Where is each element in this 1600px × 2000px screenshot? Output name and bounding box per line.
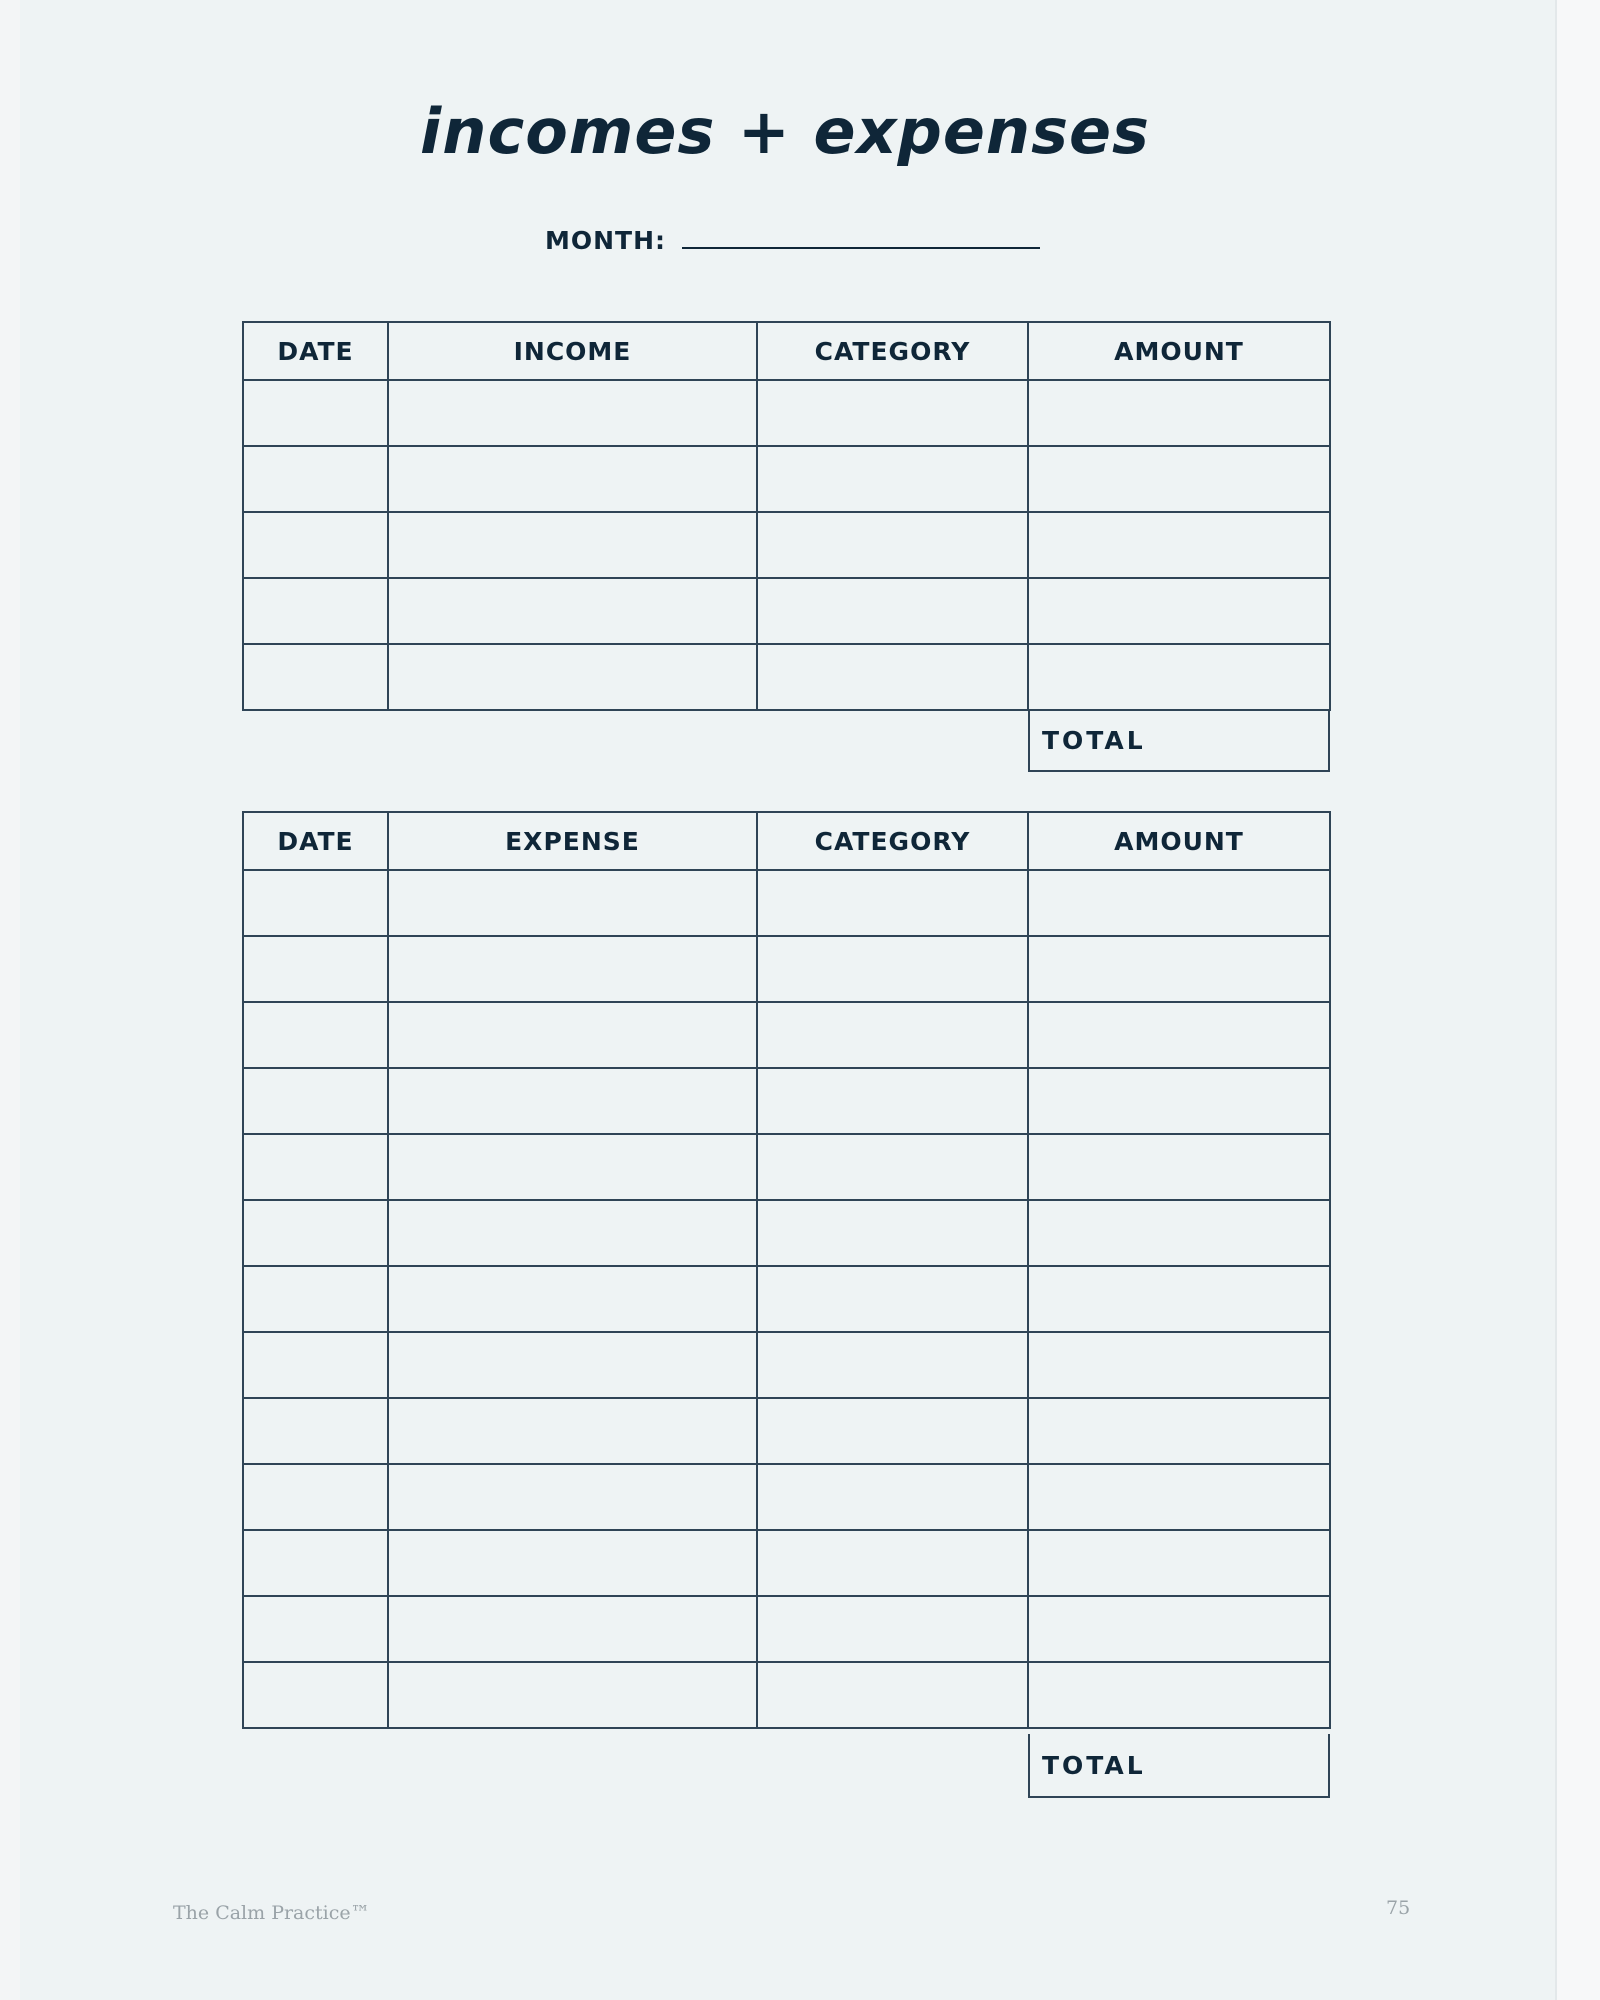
expense-row	[243, 936, 1330, 1002]
expense-description-cell	[388, 870, 757, 936]
expense-description-cell	[388, 1200, 757, 1266]
expense-description-cell	[388, 936, 757, 1002]
expense-category-cell	[757, 936, 1028, 1002]
expense-amount-cell	[1028, 1134, 1330, 1200]
expense-total-box	[1028, 1734, 1330, 1798]
expense-header-row	[243, 812, 1330, 870]
income-table	[242, 321, 1331, 711]
income-amount-cell	[1028, 578, 1330, 644]
expense-date-cell	[243, 1002, 388, 1068]
income-description-cell	[388, 380, 757, 446]
expense-description-cell	[388, 1002, 757, 1068]
expense-date-cell	[243, 1134, 388, 1200]
expense-total-label: TOTAL	[1042, 1750, 1146, 1780]
income-description-cell	[388, 578, 757, 644]
column-header-amount: AMOUNT	[1028, 812, 1330, 870]
expense-date-cell	[243, 1464, 388, 1530]
column-header-expense: EXPENSE	[388, 812, 757, 870]
column-header-category: CATEGORY	[757, 812, 1028, 870]
expense-description-cell	[388, 1398, 757, 1464]
expense-description-cell	[388, 1464, 757, 1530]
expense-category-cell	[757, 1068, 1028, 1134]
expense-description-cell	[388, 1530, 757, 1596]
page-edge	[1555, 0, 1600, 2000]
expense-amount-cell	[1028, 1200, 1330, 1266]
income-row	[243, 512, 1330, 578]
income-amount-cell	[1028, 512, 1330, 578]
page-title: incomes + expenses	[420, 95, 1150, 168]
expense-date-cell	[243, 1266, 388, 1332]
income-category-cell	[757, 380, 1028, 446]
expense-description-cell	[388, 1662, 757, 1728]
expense-table	[242, 811, 1331, 1729]
income-rows	[243, 380, 1330, 710]
income-category-cell	[757, 446, 1028, 512]
expense-row	[243, 1002, 1330, 1068]
income-amount-cell	[1028, 644, 1330, 710]
column-header-income: INCOME	[388, 322, 757, 380]
expense-row	[243, 1134, 1330, 1200]
expense-description-cell	[388, 1266, 757, 1332]
income-row	[243, 578, 1330, 644]
income-description-cell	[388, 512, 757, 578]
income-total-label: TOTAL	[1042, 726, 1146, 755]
expense-amount-cell	[1028, 1002, 1330, 1068]
expense-date-cell	[243, 1332, 388, 1398]
expense-date-cell	[243, 1596, 388, 1662]
expense-amount-cell	[1028, 1530, 1330, 1596]
column-header-date: DATE	[243, 322, 388, 380]
income-description-cell	[388, 446, 757, 512]
income-category-cell	[757, 578, 1028, 644]
expense-category-cell	[757, 1596, 1028, 1662]
expense-row	[243, 870, 1330, 936]
expense-description-cell	[388, 1068, 757, 1134]
expense-amount-cell	[1028, 1332, 1330, 1398]
expense-description-cell	[388, 1332, 757, 1398]
month-blank-line	[682, 247, 1040, 249]
expense-amount-cell	[1028, 1266, 1330, 1332]
expense-description-cell	[388, 1134, 757, 1200]
expense-row	[243, 1662, 1330, 1728]
income-category-cell	[757, 512, 1028, 578]
month-label: MONTH:	[545, 226, 667, 255]
income-category-cell	[757, 644, 1028, 710]
expense-amount-cell	[1028, 1068, 1330, 1134]
expense-category-cell	[757, 1266, 1028, 1332]
expense-description-cell	[388, 1596, 757, 1662]
expense-category-cell	[757, 870, 1028, 936]
expense-category-cell	[757, 1332, 1028, 1398]
expense-row	[243, 1068, 1330, 1134]
expense-amount-cell	[1028, 1596, 1330, 1662]
expense-row	[243, 1266, 1330, 1332]
income-row	[243, 380, 1330, 446]
income-amount-cell	[1028, 380, 1330, 446]
expense-date-cell	[243, 1662, 388, 1728]
expense-amount-cell	[1028, 1662, 1330, 1728]
income-description-cell	[388, 644, 757, 710]
income-row	[243, 644, 1330, 710]
column-header-category: CATEGORY	[757, 322, 1028, 380]
expense-date-cell	[243, 1200, 388, 1266]
column-header-date: DATE	[243, 812, 388, 870]
expense-row	[243, 1398, 1330, 1464]
expense-amount-cell	[1028, 870, 1330, 936]
expense-amount-cell	[1028, 1398, 1330, 1464]
expense-category-cell	[757, 1530, 1028, 1596]
month-field	[545, 226, 1040, 255]
expense-amount-cell	[1028, 936, 1330, 1002]
income-header-row	[243, 322, 1330, 380]
expense-row	[243, 1200, 1330, 1266]
income-amount-cell	[1028, 446, 1330, 512]
expense-date-cell	[243, 1068, 388, 1134]
expense-category-cell	[757, 1398, 1028, 1464]
expense-date-cell	[243, 870, 388, 936]
expense-category-cell	[757, 1662, 1028, 1728]
income-date-cell	[243, 512, 388, 578]
income-total-box	[1028, 711, 1330, 772]
expense-category-cell	[757, 1002, 1028, 1068]
income-date-cell	[243, 380, 388, 446]
column-header-amount: AMOUNT	[1028, 322, 1330, 380]
expense-amount-cell	[1028, 1464, 1330, 1530]
expense-row	[243, 1530, 1330, 1596]
expense-date-cell	[243, 1530, 388, 1596]
expense-category-cell	[757, 1200, 1028, 1266]
income-date-cell	[243, 644, 388, 710]
expense-date-cell	[243, 936, 388, 1002]
income-row	[243, 446, 1330, 512]
expense-row	[243, 1332, 1330, 1398]
page-number: 75	[1386, 1897, 1411, 1919]
income-date-cell	[243, 578, 388, 644]
expense-row	[243, 1464, 1330, 1530]
expense-date-cell	[243, 1398, 388, 1464]
expense-category-cell	[757, 1134, 1028, 1200]
income-date-cell	[243, 446, 388, 512]
expense-category-cell	[757, 1464, 1028, 1530]
expense-row	[243, 1596, 1330, 1662]
expense-rows	[243, 870, 1330, 1728]
footer-brand: The Calm Practice™	[173, 1902, 370, 1924]
